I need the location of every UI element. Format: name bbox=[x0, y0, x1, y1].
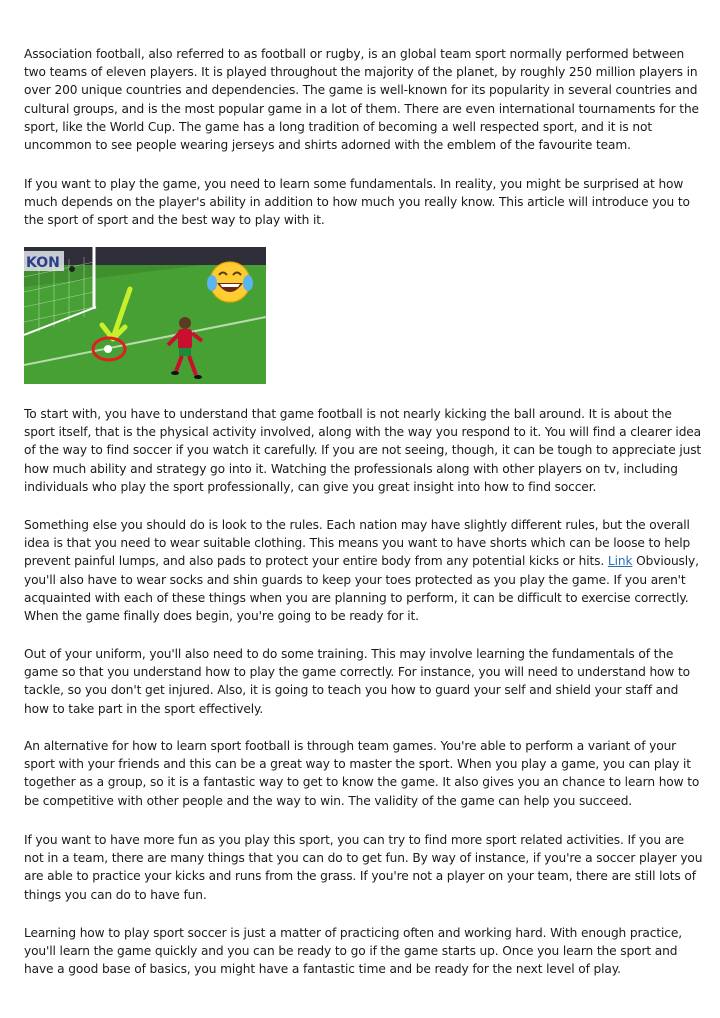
paragraph-conclusion: Learning how to play sport soccer is just a matter of practicing often and working hard. With enough practice, you'll learn the game quickly and you can be ready to go if the game starts up. Once you learn the sport and have a good base of basics, you might have a fantastic time and be ready for the next level of play. bbox=[24, 926, 682, 977]
inline-link[interactable]: Link bbox=[607, 554, 633, 569]
paragraph-more-fun: If you want to have more fun as you play this sport, you can try to find more sport related activities. If you are not in a team, there are many things that you can do to get fun. By way of instance, if you're a soccer player you are able to practice your kicks and runs from the grass. If you're not a player on your team, there are still lots of things you can do to have fun. bbox=[24, 833, 703, 902]
paragraph-rules-text-before: Something else you should do is look to the rules. Each nation may have slightly different rules, but the overall idea is that you need to wear suitable clothing. This means you want to have shorts which can be loose to help prevent painful lumps, and also pads to protect your entire body from any potential kicks or hits. bbox=[24, 518, 691, 569]
paragraph-rules-text-after: Obviously, you'll also have to wear socks and shin guards to keep your toes protected as you play the game. If you aren't acquainted with each of these things when you are planning to perform, it can be difficult to exercise correctly. When the game finally does begin, you're going to be ready for it. bbox=[24, 554, 699, 624]
banner-text: KON bbox=[26, 255, 60, 271]
paragraph-team-games: An alternative for how to learn sport football is through team games. You're able to perform a variant of your sport with your friends and this can be a great way to master the sport. When you play a game, you can play it together as a group, so it is a fantastic way to get to know the game. It also gives you an chance to learn how to be competitive with other people and the way to win. The validity of the game can help you succeed. bbox=[24, 739, 700, 808]
paragraph-fundamentals: If you want to play the game, you need to learn some fundamentals. In reality, you might be surprised at how much depends on the player's ability in addition to how much you really know. This article will introduce you to the sport of sport and the best way to play with it. bbox=[24, 177, 690, 228]
paragraph-intro: Association football, also referred to as football or rugby, is an global team sport normally performed between two teams of eleven players. It is played throughout the majority of the planet, by roughly 250 million players in over 200 unique countries and dependencies. The game is well-known for its popularity in several countries and cultural groups, and is the most popular game in a lot of them. There are even international tournaments for the sport, like the World Cup. The game has a long tradition of becoming a well respected sport, and it is not uncommon to see people wearing jerseys and shirts adorned with the emblem of the favourite team. bbox=[24, 47, 699, 153]
soccer-penalty-photo bbox=[24, 247, 266, 384]
paragraph-rules bbox=[24, 516, 704, 625]
paragraph-training: Out of your uniform, you'll also need to do some training. This may involve learning the fundamentals of the game so that you understand how to play the game correctly. For instance, you will need to understand how to tackle, so you don't get injured. Also, it is going to teach you how to guard your self and shield your staff and how to take part in the sport effectively. bbox=[24, 647, 690, 716]
paragraph-understand-game: To start with, you have to understand that game football is not nearly kicking the ball around. It is about the sport itself, that is the physical activity involved, along with the way you respond to it. You will find a clearer idea of the way to find soccer if you watch it carefully. If you are not seeing, though, it can be tough to appreciate just how much ability and strategy go into it. Watching the professionals along with other players on tv, including individuals who play the sport professionally, can give you great insight into how to find soccer. bbox=[24, 407, 702, 494]
